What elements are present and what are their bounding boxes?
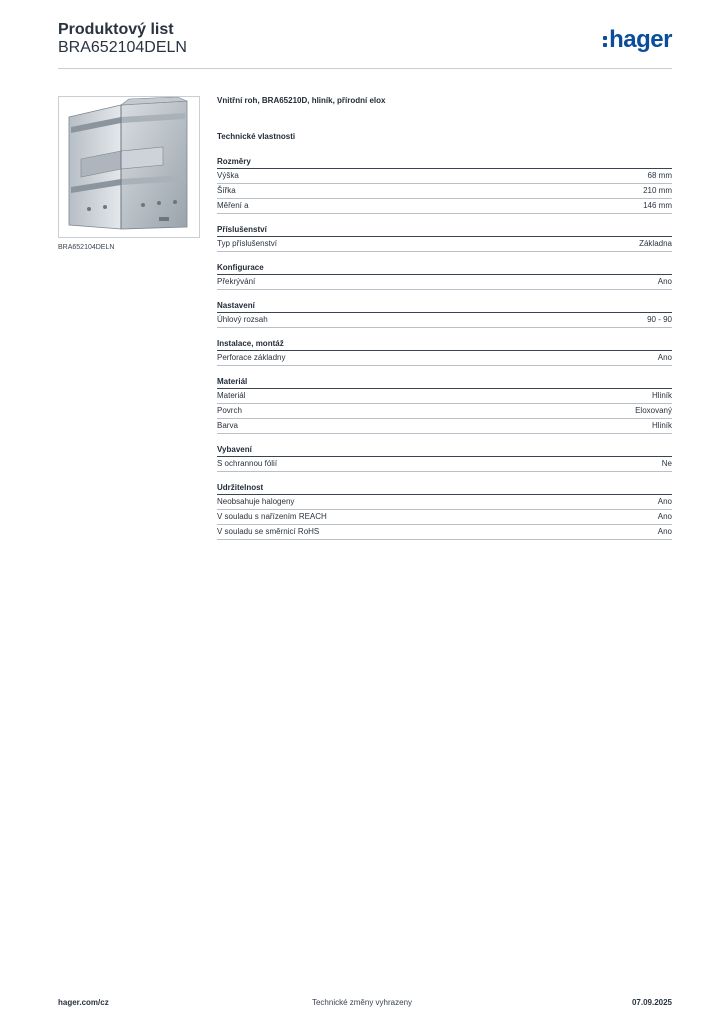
logo-text: hager	[609, 26, 672, 53]
page-title: Produktový list	[58, 21, 174, 38]
spec-value: Ano	[657, 497, 672, 506]
logo-dots-icon	[603, 36, 607, 47]
spec-row	[217, 199, 672, 214]
spec-label: Materiál	[217, 391, 246, 400]
spec-group	[217, 262, 672, 290]
spec-groups	[217, 156, 672, 540]
spec-label: Typ příslušenství	[217, 239, 278, 248]
spec-value: Ano	[657, 277, 672, 286]
product-image	[58, 96, 200, 238]
spec-group-title: Příslušenství	[217, 224, 672, 237]
spec-value: Hliník	[651, 391, 672, 400]
spec-group-title: Materiál	[217, 376, 672, 389]
spec-row	[217, 351, 672, 366]
section-title: Technické vlastnosti	[217, 132, 296, 141]
footer-date: 07.09.2025	[631, 998, 672, 1007]
spec-group	[217, 156, 672, 214]
spec-value: Ne	[661, 459, 672, 468]
spec-row	[217, 495, 672, 510]
spec-label: Barva	[217, 421, 238, 430]
spec-value: 210 mm	[643, 186, 672, 195]
spec-group-title: Instalace, montáž	[217, 338, 672, 351]
spec-label: Měření a	[217, 201, 249, 210]
spec-label: Perforace základny	[217, 353, 286, 362]
spec-value: Ano	[657, 512, 672, 521]
spec-row	[217, 184, 672, 199]
spec-value: 90 - 90	[647, 315, 672, 324]
spec-row	[217, 510, 672, 525]
aluminium-inner-corner-product-icon	[59, 97, 199, 237]
spec-row	[217, 419, 672, 434]
spec-value: 68 mm	[647, 171, 672, 180]
spec-label: Neobsahuje halogeny	[217, 497, 295, 506]
spec-label: Šířka	[217, 186, 236, 195]
spec-row	[217, 389, 672, 404]
specification-content	[217, 96, 672, 550]
spec-row	[217, 313, 672, 328]
spec-group	[217, 338, 672, 366]
spec-value: 146 mm	[643, 201, 672, 210]
footer-notice: Technické změny vyhrazeny	[311, 998, 413, 1007]
spec-row	[217, 237, 672, 252]
spec-row	[217, 457, 672, 472]
spec-row	[217, 275, 672, 290]
spec-label: V souladu se směrnicí RoHS	[217, 527, 320, 536]
product-description: Vnitřní roh, BRA65210D, hliník, přírodní elox	[217, 96, 386, 105]
spec-row	[217, 525, 672, 540]
spec-row	[217, 404, 672, 419]
spec-value: Eloxovaný	[635, 406, 672, 415]
image-caption: BRA652104DELN	[58, 244, 115, 251]
spec-label: Úhlový rozsah	[217, 315, 268, 324]
spec-value: Základna	[639, 239, 672, 248]
spec-group	[217, 224, 672, 252]
spec-group-title: Vybavení	[217, 444, 672, 457]
header-divider	[58, 68, 672, 69]
spec-group	[217, 482, 672, 540]
spec-value: Ano	[657, 353, 672, 362]
spec-group-title: Nastavení	[217, 300, 672, 313]
footer-website: hager.com/cz	[58, 998, 109, 1007]
spec-group	[217, 376, 672, 434]
spec-label: V souladu s nařízením REACH	[217, 512, 327, 521]
spec-label: Povrch	[217, 406, 242, 415]
hager-logo	[603, 28, 672, 52]
spec-label: Překrývání	[217, 277, 256, 286]
spec-value: Hliník	[651, 421, 672, 430]
product-code: BRA652104DELN	[58, 39, 187, 56]
spec-group	[217, 300, 672, 328]
spec-group	[217, 444, 672, 472]
spec-label: Výška	[217, 171, 239, 180]
spec-value: Ano	[657, 527, 672, 536]
spec-label: S ochrannou fólií	[217, 459, 278, 468]
spec-group-title: Konfigurace	[217, 262, 672, 275]
spec-row	[217, 169, 672, 184]
spec-group-title: Rozměry	[217, 156, 672, 169]
spec-group-title: Udržitelnost	[217, 482, 672, 495]
